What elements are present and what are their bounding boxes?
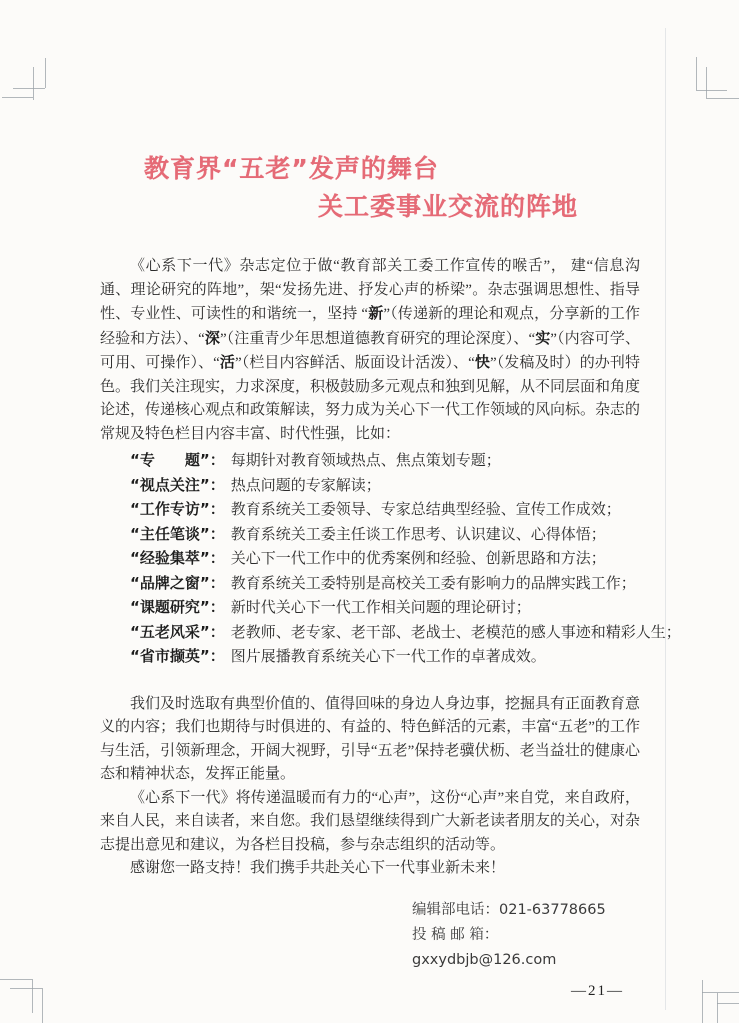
column-item: [100, 645, 640, 670]
column-label: “品牌之窗”：: [130, 573, 225, 592]
paragraph-text: ”（发稿及时）的办刊特色。我们关注现实，力求深度，积极鼓励多元观点和独到见解，从不同层面和角度论述，传递核心观点和政策解读，努力成为关心下一代工作领域的风向标。杂志的常规及特色栏目内容丰富、时代性强，比如：: [100, 355, 641, 442]
crop-mark-line: [696, 90, 727, 91]
intro-paragraph: [100, 255, 640, 446]
paragraph-text: ”（栏目内容鲜活、版面设计活泼）、“: [235, 355, 475, 371]
column-desc: 教育系统关工委特别是高校关工委有影响力的品牌实践工作；: [230, 575, 636, 592]
crop-mark-line: [702, 980, 703, 1023]
column-item: [100, 596, 640, 621]
paragraph-text: ”（内容可学、可用、可操作）、“: [100, 330, 640, 371]
column-desc: 老教师、老专家、老干部、老战士、老模范的感人事迹和精彩人生；: [230, 624, 681, 641]
column-item: [100, 621, 681, 646]
crop-mark-line: [33, 67, 34, 100]
contact-phone-line: [412, 898, 640, 923]
paragraph-heart-voice: 《心系下一代》将传递温暖而有力的“心声”，这份“心声”来自党，来自政府，来自人民，来自读者，来自您。我们恳望继续得到广大新老读者朋友的关心，对杂志提出意见和建议，为各栏目投稿，参与杂志组织的活动等。: [100, 789, 641, 853]
crop-mark-line: [717, 993, 718, 1023]
page-title-line-1: 教育界“五老”发声的舞台: [144, 154, 439, 183]
contact-email-line: [412, 923, 640, 973]
column-desc: 热点问题的专家解读；: [230, 477, 381, 494]
crop-mark-line: [45, 58, 46, 88]
column-item: [100, 547, 640, 572]
page-title: [100, 150, 640, 226]
contact-email-address: gxxydbjb@126.com: [412, 951, 557, 968]
crop-mark-line: [2, 97, 33, 98]
crop-mark-line: [717, 1003, 739, 1004]
contact-phone-number: 021-63778665: [499, 901, 606, 918]
page-title-line-2: 关工委事业交流的阵地: [318, 192, 579, 221]
column-desc: 教育系统关工委主任谈工作思考、认识建议、心得体悟；: [230, 526, 606, 543]
contact-email-label: 投 稿 邮 箱：: [412, 926, 499, 943]
column-item: [100, 449, 640, 474]
column-label: “省市撷英”：: [130, 647, 225, 665]
crop-mark-line: [696, 57, 697, 90]
column-item: [100, 523, 640, 548]
crop-mark-line: [0, 979, 32, 980]
paragraph-thanks: 感谢您一路支持！我们携手共赴关心下一代事业新未来！: [130, 860, 506, 876]
crop-mark-line: [42, 988, 43, 1023]
emphasis-keyword: 深: [204, 328, 220, 347]
paragraph-text: 《心系下一代》杂志定位于做“教育部关工委工作宣传的喉舌”， 建“信息沟通、理论研究的阵地”，架“发扬先进、抒发心声的桥梁”。杂志强调思想性、指导性、专业性、可读性的和谐统一，坚持 “: [100, 258, 640, 322]
column-label: “主任笔谈”：: [130, 524, 225, 543]
column-desc: 教育系统关工委领导、专家总结典型经验、宣传工作成效；: [230, 502, 621, 518]
emphasis-keyword: 快: [474, 353, 490, 371]
emphasis-keyword: 活: [219, 353, 236, 371]
crop-mark-line: [706, 98, 739, 99]
column-item: [100, 498, 640, 523]
column-label: “视点关注”：: [130, 475, 225, 494]
crop-mark-line: [706, 67, 707, 98]
column-item: [100, 572, 640, 597]
page-edge-line: [665, 28, 666, 1010]
crop-mark-line: [13, 88, 45, 89]
paragraph-content-selection: 我们及时选取有典型价值的、值得回味的身边人身边事，挖掘具有正面教育意义的内容；我们也期待与时俱进的、有益的、特色鲜活的元素，丰富“五老”的工作与生活，引领新理念，开阔大视野，引导“五老”保持老骥伏枥、老当益壮的健康心态和精神状态，发挥正能量。: [100, 695, 641, 782]
crop-mark-line: [10, 988, 42, 989]
column-label: “工作专访”：: [130, 500, 225, 518]
columns-list: [100, 449, 681, 670]
column-desc: 每期针对教育领域热点、焦点策划专题；: [230, 453, 501, 469]
column-desc: 关心下一代工作中的优秀案例和经验、创新思路和方法；: [230, 551, 606, 567]
column-label: “经验集萃”：: [130, 549, 225, 567]
column-desc: 图片展播教育系统关心下一代工作的卓著成效。: [230, 649, 546, 665]
paragraph-text: ”（注重青少年思想道德教育研究的理论深度）、“: [219, 330, 536, 347]
page-number: —21—: [571, 983, 624, 999]
column-desc: 新时代关心下一代工作相关问题的理论研讨；: [230, 600, 531, 616]
paragraph-text: ”（传递新的理论和观点，分享新的工作经验和方法）、“: [100, 306, 640, 347]
column-item: [100, 474, 640, 499]
contact-info: [412, 898, 640, 973]
contact-phone-label: 编辑部电话：: [412, 901, 499, 918]
crop-mark-line: [32, 979, 33, 1013]
emphasis-keyword: 实: [535, 328, 551, 347]
column-label: “五老风采”：: [130, 622, 225, 641]
emphasis-keyword: 新: [368, 304, 384, 322]
column-label: “课题研究”：: [130, 598, 225, 616]
page-content: [100, 0, 681, 973]
column-label: “专 题”：: [130, 451, 225, 469]
crop-mark-line: [702, 992, 739, 993]
